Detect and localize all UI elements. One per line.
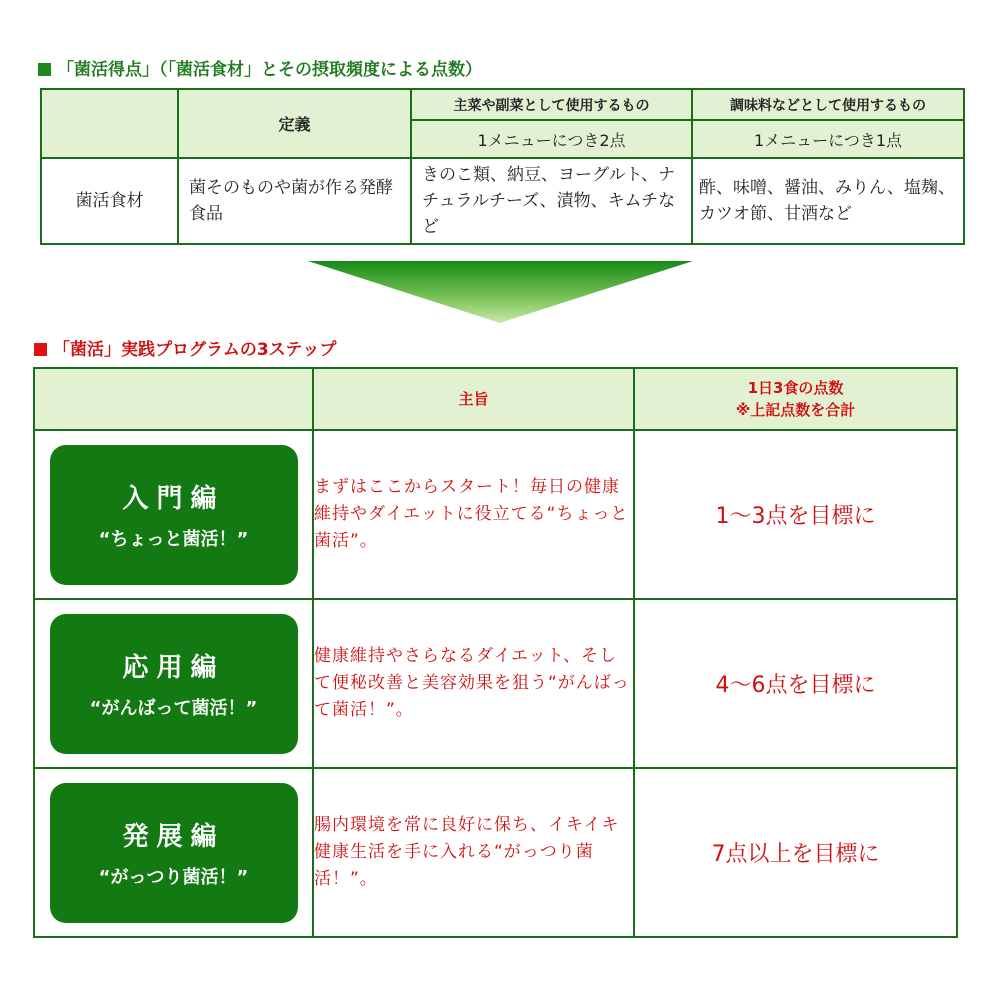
step-slogan: “ちょっと菌活！” <box>98 529 249 550</box>
corner-cell <box>34 368 313 430</box>
definition-cell: 菌そのものや菌が作る発酵食品 <box>178 158 411 244</box>
main-dish-examples: きのこ類、納豆、ヨーグルト、ナチュラルチーズ、漬物、キムチなど <box>411 158 692 244</box>
score-definition-table <box>40 88 965 245</box>
step-name: 入門編 <box>122 484 225 514</box>
step-target: 4～6点を目標に <box>634 599 957 768</box>
step-target: 7点以上を目標に <box>634 768 957 937</box>
seasoning-header: 調味料などとして使用するもの <box>692 89 964 120</box>
row-label: 菌活食材 <box>41 158 178 244</box>
score-header-line1: 1日3食の点数 <box>747 379 844 397</box>
step-aim: まずはここからスタート！毎日の健康維持やダイエットに役立てる“ちょっと菌活”。 <box>313 430 634 599</box>
program-steps-table <box>33 367 958 938</box>
score-header-line2: ※上記点数を合計 <box>735 401 856 419</box>
step-name: 発展編 <box>122 822 225 852</box>
down-arrow-icon <box>308 261 693 323</box>
step-target: 1～3点を目標に <box>634 430 957 599</box>
section1-title-text: 「菌活得点」（「菌活食材」とその摂取頻度による点数） <box>57 60 482 80</box>
step-slogan: “がんばって菌活！” <box>89 698 258 719</box>
score-header <box>634 368 957 430</box>
main-dish-points: 1メニューにつき2点 <box>411 120 692 158</box>
step-badge <box>50 445 298 585</box>
step-aim: 健康維持やさらなるダイエット、そして便秘改善と美容効果を狙う“がんばって菌活！”。 <box>313 599 634 768</box>
section2-title-text: 「菌活」実践プログラムの3ステップ <box>53 340 337 360</box>
step-row <box>34 599 957 768</box>
step-aim: 腸内環境を常に良好に保ち、イキイキ健康生活を手に入れる“がっつり菌活！”。 <box>313 768 634 937</box>
step-badge <box>50 783 298 923</box>
aim-header: 主旨 <box>313 368 634 430</box>
main-dish-header: 主菜や副菜として使用するもの <box>411 89 692 120</box>
seasoning-examples: 酢、味噌、醤油、みりん、塩麹、カツオ節、甘酒など <box>692 158 964 244</box>
step-row <box>34 768 957 937</box>
step-row <box>34 430 957 599</box>
step-name: 応用編 <box>122 653 225 683</box>
section1-title <box>38 55 482 80</box>
step-slogan: “がっつり菌活！” <box>98 867 249 888</box>
definition-header: 定義 <box>178 89 411 158</box>
green-square-icon <box>38 63 51 76</box>
section2-title <box>34 335 336 360</box>
corner-cell <box>41 89 178 158</box>
seasoning-points: 1メニューにつき1点 <box>692 120 964 158</box>
step-badge <box>50 614 298 754</box>
red-square-icon <box>34 343 47 356</box>
